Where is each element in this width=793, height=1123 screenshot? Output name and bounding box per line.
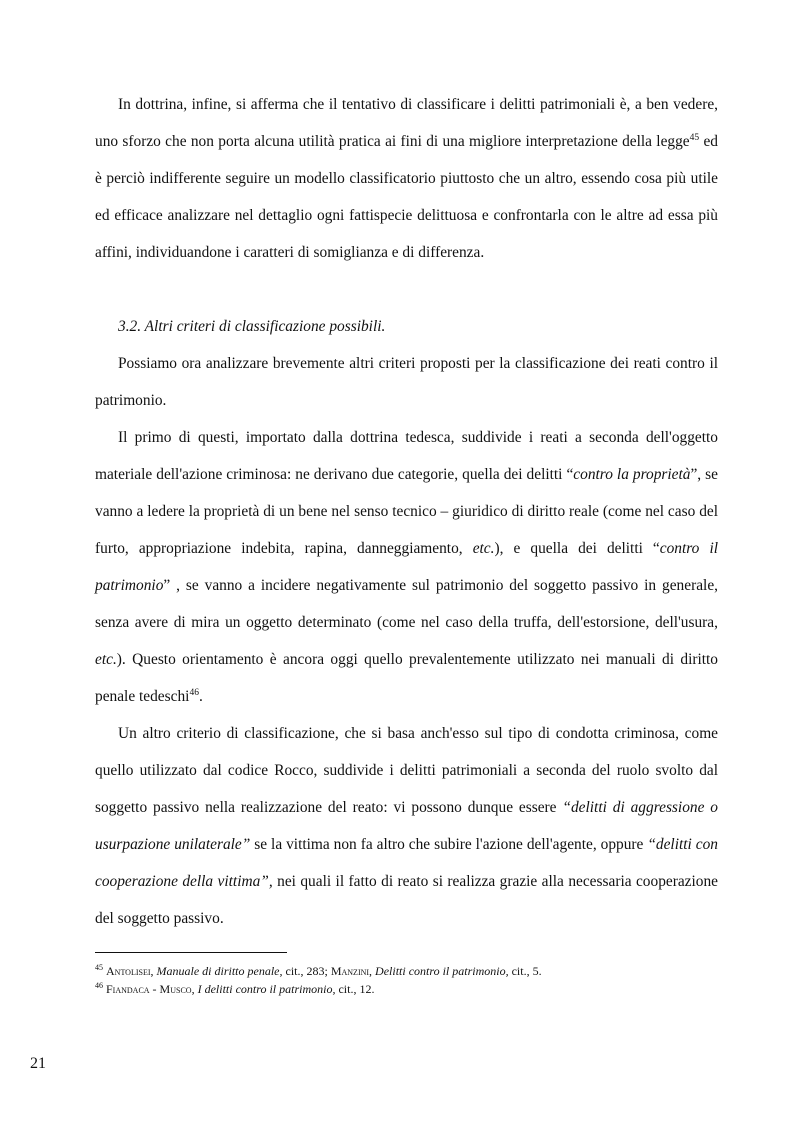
paragraph-3-italic-1: contro la proprietà bbox=[573, 466, 691, 483]
body-text bbox=[95, 86, 718, 271]
footnote-citation: cit., 5. bbox=[508, 964, 542, 978]
paragraph-3-text-a: Il primo di questi, importato dalla dottrina tedesca, suddivide i reati a seconda dell'oggetto materiale dell'azione criminosa: ne derivano due categorie, quella dei delitti “ bbox=[95, 429, 718, 483]
footnote-46 bbox=[95, 980, 718, 998]
footnote-ref-45[interactable]: 45 bbox=[689, 132, 700, 143]
paragraph-3-italic-2: etc. bbox=[472, 540, 495, 557]
page-number: 21 bbox=[30, 1055, 46, 1072]
paragraph-3-italic-3: contro il patrimonio bbox=[95, 540, 718, 594]
footnote-separator-text: , bbox=[369, 964, 376, 978]
footnote-number: 45 bbox=[95, 963, 103, 972]
paragraph-4-text-a: Un altro criterio di classificazione, che si basa anch'esso sul tipo di condotta criminosa, come quello utilizzato dal codice Rocco, suddivide i delitti patrimoniali a seconda del ruolo svolto dal soggetto passivo nella realizzazione del reato: vi possono dunque essere bbox=[95, 725, 718, 816]
footnote-citation: cit., 283; bbox=[282, 964, 331, 978]
paragraph-1 bbox=[95, 86, 718, 271]
paragraph-3-text-f: . bbox=[198, 688, 203, 705]
paragraph-3-text-b: ”, se vanno a ledere la proprietà di un bene nel senso tecnico – giuridico di diritto reale (come nel caso del furto, appropriazione indebita, rapina, danneggiamento, bbox=[95, 466, 718, 557]
footnote-45 bbox=[95, 962, 718, 980]
paragraph-1-text-b: ed è perciò indifferente seguire un modello classificatorio piuttosto che un altro, essendo cosa più utile ed efficace analizzare nel dettaglio ogni fattispecie delittuosa e confrontarla con le altre ad essa più affini, individuandone i caratteri di somiglianza e di differenza. bbox=[95, 133, 718, 261]
footnote-author: Manzini bbox=[330, 964, 370, 978]
footnote-title: I delitti contro il patrimonio, bbox=[197, 982, 336, 996]
footnote-number: 46 bbox=[95, 981, 103, 990]
footnote-separator bbox=[95, 952, 287, 953]
section-block bbox=[95, 308, 718, 937]
footnote-title: Delitti contro il patrimonio, bbox=[375, 964, 509, 978]
paragraph-3-text-c: ), e quella dei delitti “ bbox=[494, 540, 660, 557]
footnote-author: Antolisei bbox=[106, 964, 151, 978]
footnote-separator-text: , bbox=[150, 964, 157, 978]
footnote-separator-text: , bbox=[191, 982, 198, 996]
paragraph-4-italic-1: “delitti di aggressione o usurpazione unilaterale” bbox=[95, 799, 718, 853]
paragraph-4-italic-2: “delitti con cooperazione della vittima”, bbox=[95, 836, 718, 890]
paragraph-3-italic-4: etc. bbox=[95, 651, 117, 668]
footnote-ref-46[interactable]: 46 bbox=[189, 687, 199, 698]
paragraph-4 bbox=[95, 715, 718, 937]
footnotes bbox=[95, 962, 718, 998]
footnote-author: Fiandaca - Musco bbox=[106, 982, 192, 996]
section-heading: 3.2. Altri criteri di classificazione possibili. bbox=[118, 318, 386, 335]
paragraph-4-text-c: nei quali il fatto di reato si realizza grazie alla necessaria cooperazione del soggetto passivo. bbox=[95, 873, 719, 927]
paragraph-3 bbox=[95, 419, 718, 715]
footnote-title: Manuale di diritto penale, bbox=[156, 964, 283, 978]
paragraph-1-text-a: In dottrina, infine, si afferma che il tentativo di classificare i delitti patrimoniali è, a ben vedere, uno sforzo che non porta alcuna utilità pratica ai fini di una migliore interpretazione della legge bbox=[95, 96, 718, 150]
footnote-citation: cit., 12. bbox=[335, 982, 375, 996]
paragraph-3-text-e: ). Questo orientamento è ancora oggi quello prevalentemente utilizzato nei manuali di diritto penale tedeschi bbox=[95, 651, 718, 705]
paragraph-2: Possiamo ora analizzare brevemente altri criteri proposti per la classificazione dei reati contro il patrimonio. bbox=[95, 355, 718, 409]
paragraph-4-text-b: se la vittima non fa altro che subire l'azione dell'agente, oppure bbox=[250, 836, 648, 853]
paragraph-3-text-d: ” , se vanno a incidere negativamente sul patrimonio del soggetto passivo in generale, senza avere di mira un oggetto determinato (come nel caso della truffa, dell'estorsione, dell'usura, bbox=[95, 577, 718, 631]
